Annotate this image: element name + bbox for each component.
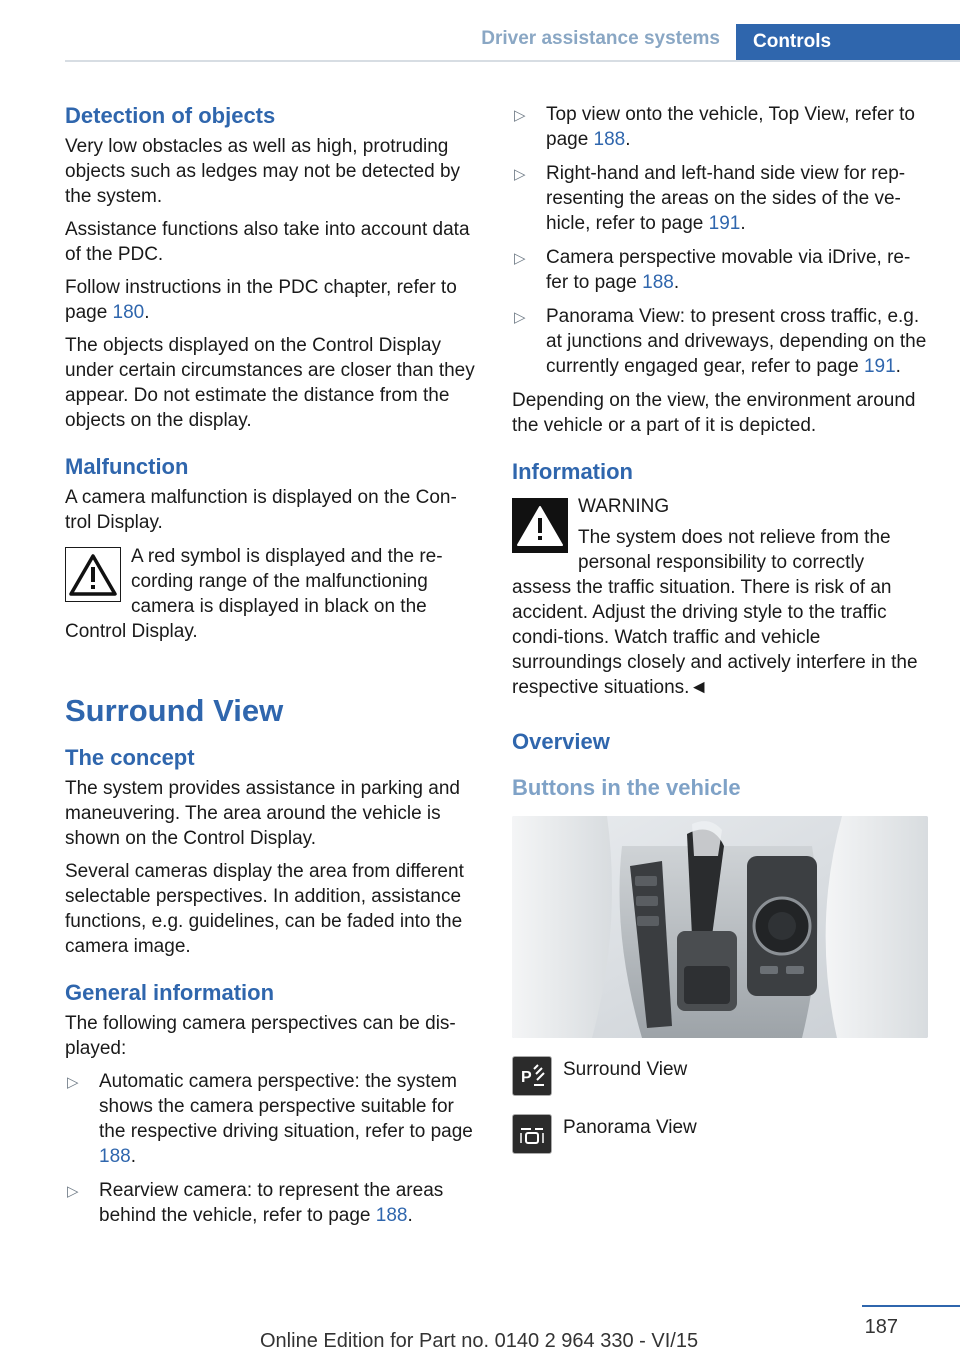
panorama-view-label: Panorama View — [563, 1117, 697, 1138]
concept-paragraph-2: Several cameras display the area from different selectable perspectives. In addition, assistance functions, e.g. guidelines, can be faded into the camera image. — [65, 861, 464, 957]
warning-label: WARNING — [578, 496, 670, 517]
page-link-191[interactable]: 191 — [708, 213, 741, 234]
general-information-heading: General information — [65, 980, 275, 1005]
concept-heading: The concept — [65, 745, 195, 770]
depending-paragraph: Depending on the view, the environment around the vehicle or a part of it is depicted. — [512, 390, 916, 436]
overview-heading: Overview — [512, 729, 610, 754]
page-link-188[interactable]: 188 — [593, 129, 626, 150]
panorama-view-icon — [512, 1114, 552, 1154]
detection-paragraph-1: Very low obstacles as well as high, protruding objects such as ledges may not be detected by the system. — [65, 136, 461, 207]
footer-edition: Online Edition for Part no. 0140 2 964 330 - VI/15 — [260, 1330, 699, 1352]
malfunction-heading: Malfunction — [65, 454, 189, 479]
malfunction-warning-text: A red symbol is displayed and the re-cording range of the malfunctioning camera is displayed in black on the Control Display. — [65, 546, 443, 642]
buttons-in-vehicle-heading: Buttons in the vehicle — [512, 775, 741, 800]
warning-triangle-icon — [512, 498, 568, 553]
warning-text: The system does not relieve from the personal responsibility to correctly assess the traffic situation. There is risk of an accident. Adjust the driving style to the traffic condi-tions. Watch traffic and vehicle surroundings closely and actively interfere in the respective situations.◄ — [512, 527, 918, 698]
list-item: ▷ Right-hand and left-hand side view for rep-resenting the areas on the sides of the ve-hicle, refer to page 191. — [514, 163, 906, 234]
header-section-title: Driver assistance systems — [481, 28, 720, 49]
bullet-triangle-icon: ▷ — [67, 1183, 79, 1200]
bullet-triangle-icon: ▷ — [67, 1074, 79, 1091]
button-row-panorama-view — [512, 1114, 928, 1154]
concept-paragraph-1: The system provides assistance in parking and maneuvering. The area around the vehicle is shown on the Control Display. — [65, 778, 460, 849]
bullet-triangle-icon: ▷ — [514, 107, 526, 124]
list-item: ▷ Automatic camera perspective: the system shows the camera perspective suitable for the respective driving situation, refer to page 188. — [67, 1071, 473, 1167]
list-item: ▷ Panorama View: to present cross traffic, e.g. at junctions and driveways, depending on the currently engaged gear, refer to page 191. — [514, 306, 927, 377]
malfunction-paragraph: A camera malfunction is displayed on the Con-trol Display. — [65, 487, 457, 533]
bullet-triangle-icon: ▷ — [514, 250, 526, 267]
header-rule — [65, 60, 960, 62]
surround-view-label: Surround View — [563, 1059, 688, 1080]
page-link-188[interactable]: 188 — [99, 1146, 131, 1167]
bullet-triangle-icon: ▷ — [514, 166, 526, 183]
page-link-180[interactable]: 180 — [112, 302, 145, 323]
information-warning — [512, 494, 928, 708]
center-console-photo — [512, 816, 928, 1038]
detection-paragraph-4: The objects displayed on the Control Display under certain circumstances are closer than they appear. Do not estimate the distance from the objects on the display. — [65, 335, 475, 431]
general-information-paragraph: The following camera perspectives can be dis-played: — [65, 1013, 456, 1059]
page-number: 187 — [864, 1316, 898, 1338]
bullet-triangle-icon: ▷ — [514, 309, 526, 326]
detection-paragraph-2: Assistance functions also take into account data of the PDC. — [65, 219, 470, 265]
detection-heading: Detection of objects — [65, 103, 276, 128]
header-chapter-tab: Controls — [736, 24, 960, 62]
svg-text:P: P — [521, 1069, 532, 1086]
list-item: ▷ Top view onto the vehicle, Top View, refer to page 188. — [514, 104, 915, 150]
information-heading: Information — [512, 459, 633, 484]
footer-rule — [862, 1305, 960, 1307]
detection-paragraph-3: Follow instructions in the PDC chapter, refer to page 180. — [65, 277, 457, 323]
surround-view-heading: Surround View — [65, 693, 284, 728]
page-link-188[interactable]: 188 — [375, 1205, 408, 1226]
button-row-surround-view — [512, 1056, 928, 1096]
page-link-188[interactable]: 188 — [642, 272, 674, 293]
perspective-list-right — [512, 102, 928, 379]
list-item: ▷ Camera perspective movable via iDrive, re-fer to page 188. — [514, 247, 911, 293]
page-link-191[interactable]: 191 — [863, 356, 896, 377]
malfunction-warning — [65, 543, 483, 652]
left-column — [65, 102, 483, 1237]
list-item: ▷ Rearview camera: to represent the areas behind the vehicle, refer to page 188. — [67, 1180, 444, 1226]
right-column — [512, 102, 928, 1172]
warning-triangle-icon — [65, 547, 121, 602]
surround-view-icon — [512, 1056, 552, 1096]
perspective-list-left — [65, 1069, 483, 1228]
